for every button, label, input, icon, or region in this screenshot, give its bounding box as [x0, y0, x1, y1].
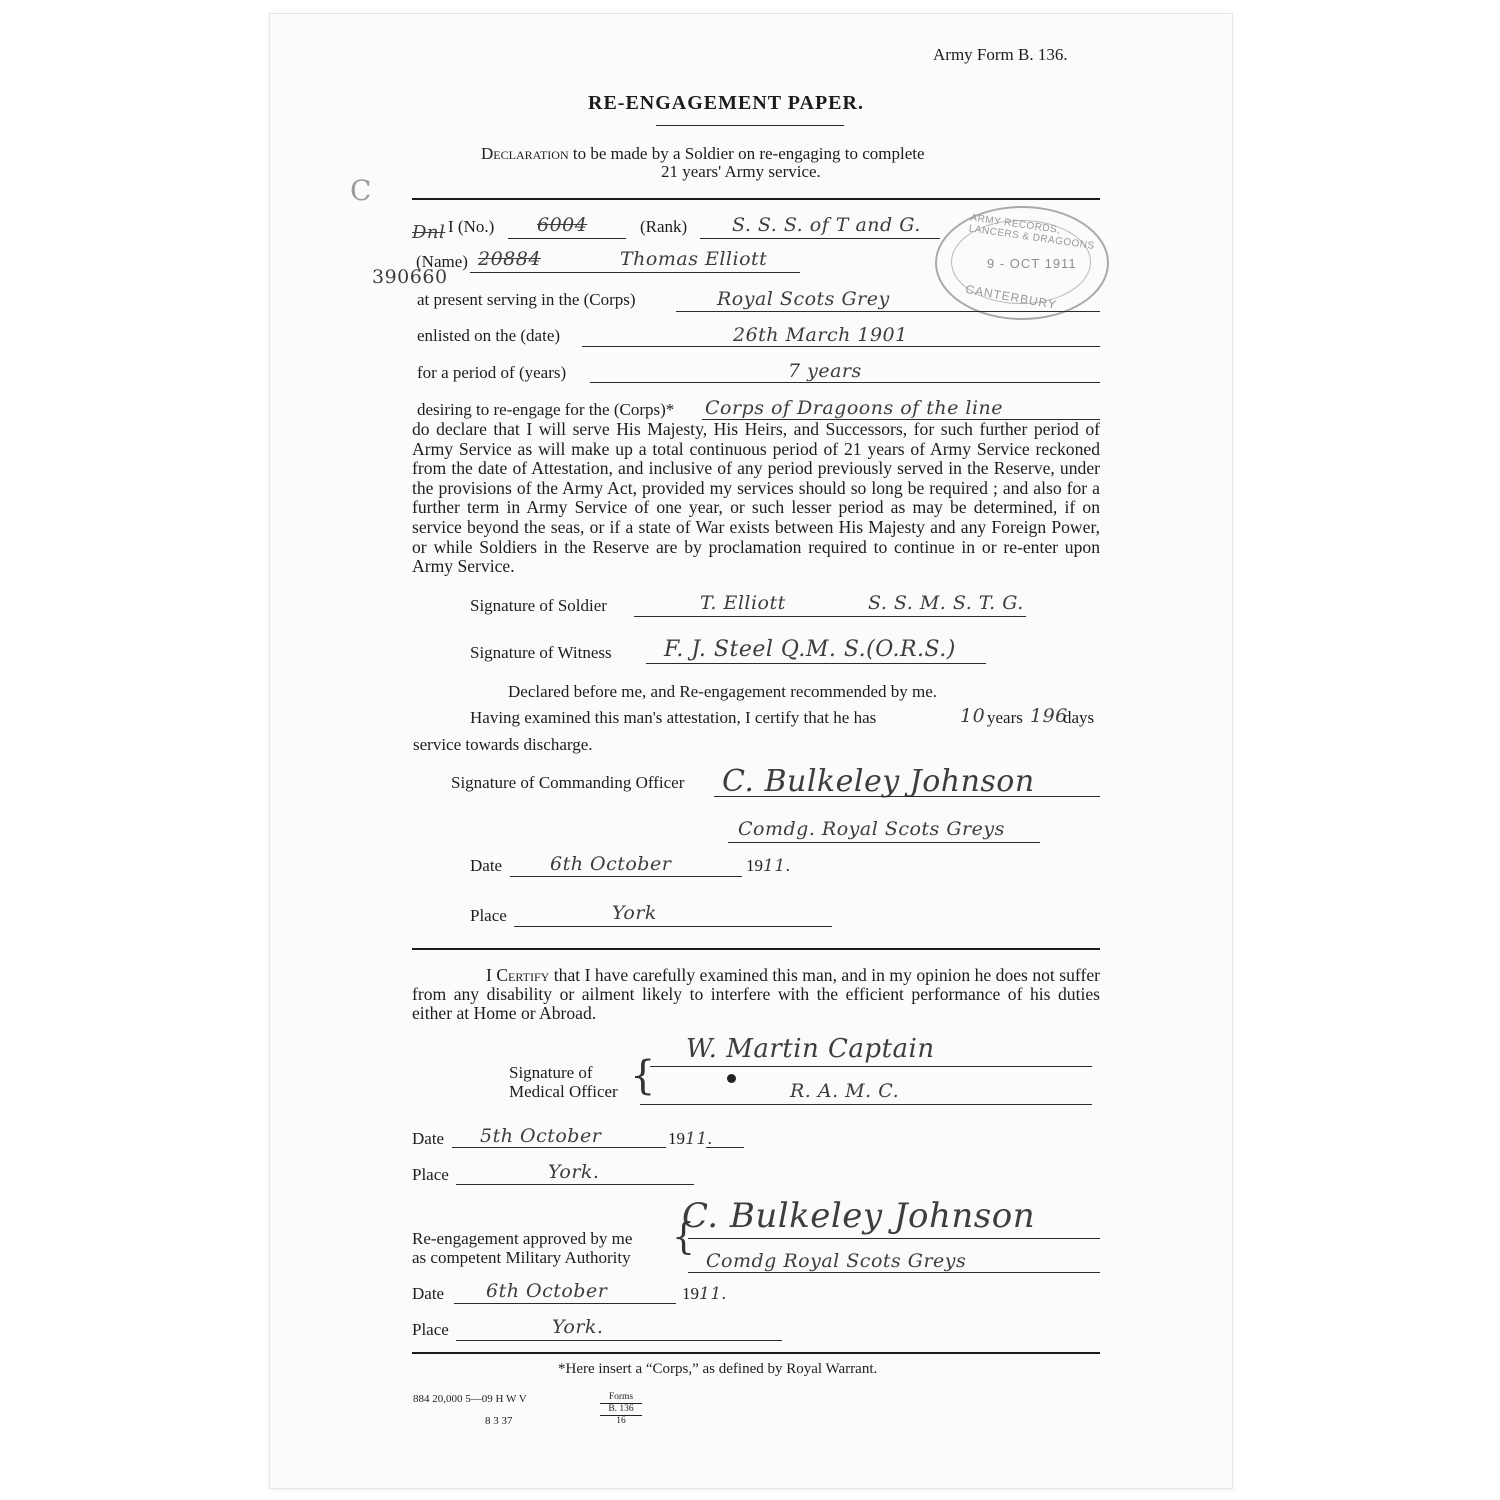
date2-label: Date — [412, 1129, 445, 1148]
reengage-value: Corps of Dragoons of the line — [705, 397, 1004, 419]
service-text-2: service towards discharge. — [413, 735, 593, 754]
no-underline — [508, 238, 626, 239]
forms-bottom: 16 — [616, 1416, 626, 1426]
forms-top: Forms — [608, 1392, 634, 1402]
date1-label: Date — [470, 856, 503, 875]
place3-underline — [456, 1340, 782, 1341]
approval-signature-subline: Comdg Royal Scots Greys — [706, 1250, 967, 1272]
bottom-rule — [412, 1352, 1100, 1354]
date3-year-hand: 11 — [699, 1284, 722, 1304]
forms-mid: B. 136 — [600, 1403, 642, 1416]
co-signature-label: Signature of Commanding Officer — [451, 773, 685, 792]
date2-year — [668, 1129, 712, 1149]
witness-signature-label: Signature of Witness — [470, 643, 612, 662]
corps-value: Royal Scots Grey — [717, 288, 890, 310]
stamp-bottom-text: CANTERBURY — [964, 282, 1058, 312]
title-underline — [656, 125, 844, 126]
declaration-heading-rest: to be made by a Soldier on re-engaging to complete — [568, 144, 925, 163]
date2-year-underline — [706, 1147, 744, 1148]
medical-unit-underline — [640, 1104, 1092, 1105]
co-signature-underline — [714, 796, 1100, 797]
approval-label-1: Re-engagement approved by me — [412, 1229, 633, 1248]
declaration-body: do declare that I will serve His Majesty, His Heirs, and Successors, for such further period of Army Service as will make up a total continuous period of 21 years of Army Service reckoned from the date of Attestation, and inclusive of any period previously served in the Reserve, under the provisions of the Army Act, provided my services should so long be required ; and also for a further term in Army Service of one year, or such lesser period as may be determined, if on service beyond the seas, or if a state of War exists between His Majesty and any Foreign Power, or while Soldiers in the Reserve are by proclamation required to continue in or re-enter upon Army Service. — [412, 419, 1100, 577]
imprint-line-2: 8 3 37 — [485, 1415, 513, 1427]
date3-year-printed: 19 — [682, 1284, 699, 1303]
date2-period: . — [707, 1129, 712, 1148]
date3-label: Date — [412, 1284, 445, 1303]
medical-label-1: Signature of — [509, 1063, 593, 1082]
pencil-letter-c: C — [350, 174, 372, 207]
name-label: (Name) — [416, 252, 468, 271]
medical-certificate-text — [412, 966, 1100, 1023]
medical-brace: { — [630, 1053, 656, 1099]
period-underline — [590, 382, 1100, 383]
date2-underline — [452, 1147, 666, 1148]
rank-underline — [700, 238, 940, 239]
co-subline-underline — [728, 842, 1040, 843]
date1-year — [746, 856, 790, 876]
medical-signature-unit: R. A. M. C. — [790, 1080, 900, 1102]
witness-signature: F. J. Steel Q.M. S.(O.R.S.) — [664, 637, 956, 662]
imprint-line-1: 884 20,000 5—09 H W V — [413, 1393, 527, 1405]
corps-label: at present serving in the (Corps) — [417, 290, 636, 309]
date2-year-printed: 19 — [668, 1129, 685, 1148]
witness-signature-underline — [646, 663, 986, 664]
date1-value: 6th October — [550, 853, 672, 875]
footnote: *Here insert a “Corps,” as defined by Royal Warrant. — [558, 1361, 878, 1377]
date1-year-printed: 19 — [746, 856, 763, 875]
enlisted-label: enlisted on the (date) — [417, 326, 561, 345]
struck-prefix: Dnl — [412, 222, 446, 243]
name-value: Thomas Elliott — [620, 248, 768, 270]
service-days-label: days — [1063, 708, 1095, 727]
enlisted-value: 26th March 1901 — [733, 324, 908, 346]
soldier-signature: T. Elliott — [700, 592, 786, 614]
date2-value: 5th October — [480, 1125, 602, 1147]
service-text-1: Having examined this man's attestation, I certify that he has — [470, 708, 877, 727]
no-label: I (No.) — [448, 217, 495, 236]
medical-signature-underline — [650, 1066, 1092, 1067]
place1-underline — [514, 926, 832, 927]
service-years-label: years — [987, 708, 1023, 727]
place1-value: York — [612, 902, 657, 924]
name-underline — [470, 272, 800, 273]
service-days-value: 196 — [1030, 705, 1068, 727]
stamp-top-text: ARMY RECORDS, LANCERS & DRAGOONS — [968, 212, 1096, 252]
certify-lead: I Certify — [486, 965, 550, 985]
co-signature: C. Bulkeley Johnson — [722, 764, 1035, 799]
co-signature-subline: Comdg. Royal Scots Greys — [738, 818, 1005, 840]
soldier-signature-underline — [634, 616, 1026, 617]
place2-value: York. — [548, 1161, 600, 1183]
medical-label-2: Medical Officer — [509, 1082, 618, 1101]
form-title: RE-ENGAGEMENT PAPER. — [588, 92, 864, 114]
place1-label: Place — [470, 906, 507, 925]
declaration-lead: Declaration — [481, 144, 569, 163]
reengage-label: desiring to re-engage for the (Corps)* — [417, 400, 675, 419]
service-years-value: 10 — [960, 705, 986, 727]
period-value: 7 years — [788, 360, 862, 382]
records-office-stamp — [935, 206, 1109, 320]
new-regimental-number: 390660 — [372, 266, 448, 288]
medical-signature: W. Martin Captain — [686, 1034, 935, 1064]
date3-value: 6th October — [486, 1280, 608, 1302]
soldier-signature-rank: S. S. M. S. T. G. — [868, 592, 1024, 614]
place2-underline — [456, 1184, 694, 1185]
approval-signature: C. Bulkeley Johnson — [682, 1196, 1036, 1236]
date1-year-hand: 11 — [763, 856, 786, 876]
name-struck-number: 20884 — [478, 248, 541, 270]
form-number: Army Form B. 136. — [933, 45, 1068, 64]
approval-subline-underline — [688, 1272, 1100, 1273]
date3-year — [682, 1284, 726, 1304]
place2-label: Place — [412, 1165, 449, 1184]
no-value: 6004 — [537, 214, 588, 236]
corps-underline — [676, 311, 1100, 312]
approval-label-2: as competent Military Authority — [412, 1248, 631, 1267]
approval-signature-underline — [688, 1238, 1100, 1239]
soldier-signature-label: Signature of Soldier — [470, 596, 607, 615]
place3-label: Place — [412, 1320, 449, 1339]
date1-underline — [510, 876, 742, 877]
date3-underline — [454, 1303, 676, 1304]
ink-blot — [727, 1074, 736, 1083]
declaration-heading-line1 — [481, 144, 925, 164]
forms-reference — [600, 1392, 642, 1427]
mid-rule — [412, 948, 1100, 950]
period-label: for a period of (years) — [417, 363, 567, 382]
date2-year-hand: 11 — [685, 1129, 708, 1149]
header-rule — [412, 198, 1100, 200]
rank-label: (Rank) — [640, 217, 688, 236]
declaration-heading-line2: 21 years' Army service. — [661, 162, 821, 181]
date3-period: . — [721, 1284, 726, 1303]
date1-period: . — [785, 856, 790, 875]
place3-value: York. — [552, 1316, 604, 1338]
enlisted-underline — [582, 346, 1100, 347]
declared-before-line: Declared before me, and Re-engagement recommended by me. — [508, 682, 938, 701]
stamp-date: 9 - OCT 1911 — [987, 256, 1077, 271]
approval-brace: { — [672, 1217, 695, 1258]
rank-value: S. S. S. of T and G. — [732, 214, 921, 236]
certify-rest: that I have carefully examined this man, and in my opinion he does not suffer from any disability or ailment likely to interfere with the efficient performance of his duties either at Home or Abroad. — [412, 965, 1100, 1023]
